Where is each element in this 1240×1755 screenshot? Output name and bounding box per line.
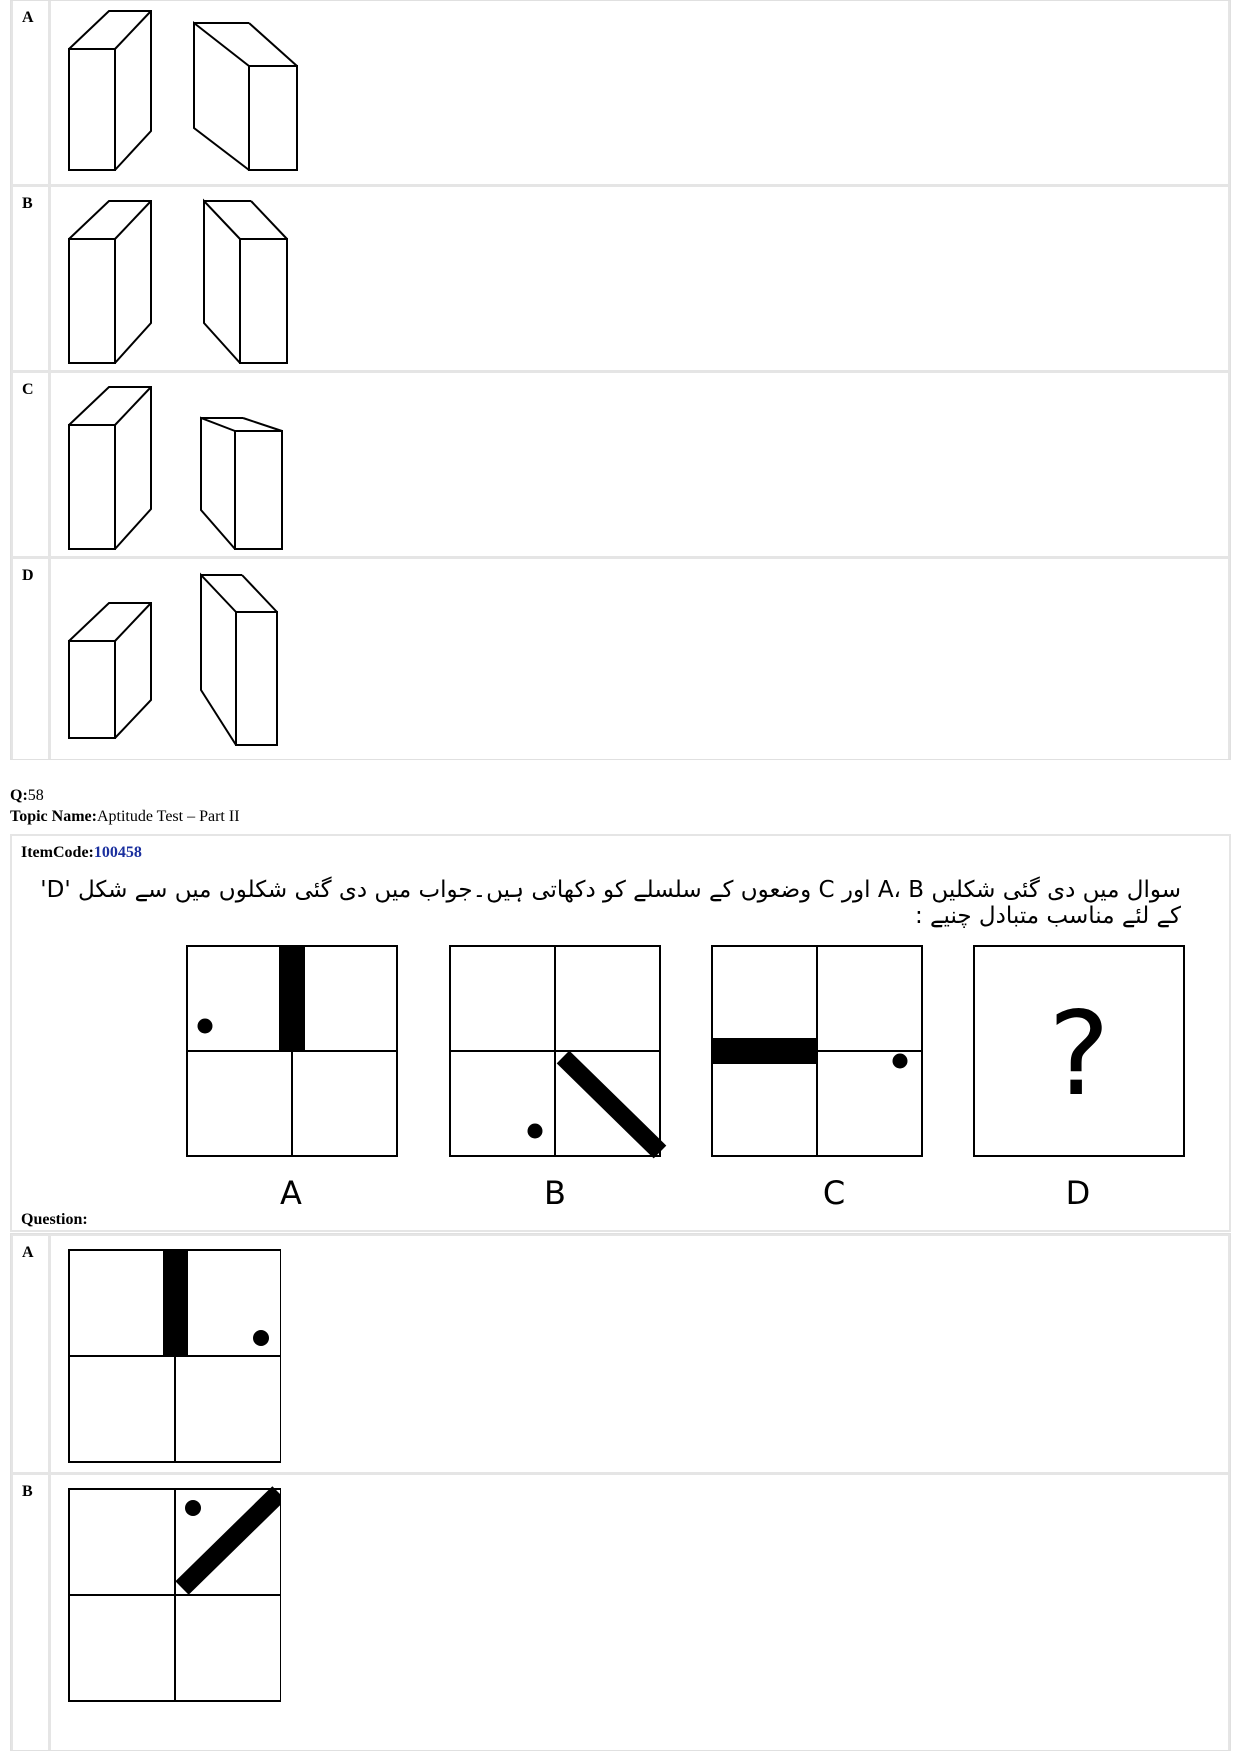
figure-c-bar <box>712 1038 817 1064</box>
option-letter: C <box>13 373 51 556</box>
option-row-c[interactable] <box>13 373 1228 556</box>
question-number-value: 58 <box>27 787 44 804</box>
figure-c-dot <box>893 1054 908 1069</box>
figure-b-dot <box>528 1124 543 1139</box>
figure-label-c: C <box>822 1174 846 1212</box>
figure-label-b: B <box>544 1174 566 1212</box>
item-code-label: ItemCode: <box>21 844 94 861</box>
figure-label-d: D <box>1065 1174 1091 1212</box>
answer-option-b[interactable] <box>13 1475 1228 1750</box>
question-figure-series <box>12 836 1229 1230</box>
option-row-d[interactable] <box>13 559 1228 759</box>
option-letter: B <box>13 187 51 370</box>
answer-option-a[interactable] <box>13 1236 1228 1472</box>
question-label: Question: <box>21 1211 88 1228</box>
topic-name-label: Topic Name: <box>10 808 97 825</box>
question-box <box>10 834 1231 1232</box>
question-number-label: Q: <box>10 787 28 804</box>
option-figure <box>51 373 351 556</box>
figure-b-bar <box>563 1057 660 1152</box>
item-code-value: 100458 <box>93 844 142 861</box>
option-letter: D <box>13 559 51 759</box>
topic-name-value: Aptitude Test – Part II <box>96 808 240 825</box>
figure-d-question-mark: ? <box>1048 987 1110 1122</box>
question-prompt: سوال میں دی گئی شکلیں A، B اور C وضعوں کے سلسلے کو دکھاتی ہیں۔جواب میں دی گئی شکلوں میں سے شکل 'D' کے لئے مناسب متبادل چنیے : <box>40 877 1181 929</box>
option-letter: A <box>13 1 51 184</box>
option-figure <box>51 1 351 184</box>
option-letter: B <box>13 1475 51 1750</box>
option-letter: A <box>13 1236 51 1472</box>
option-row-b[interactable] <box>13 187 1228 370</box>
answer-options-table <box>10 1233 1231 1751</box>
topic-name <box>10 808 240 826</box>
option-figure <box>51 559 351 759</box>
question-number <box>10 787 44 805</box>
option-figure <box>51 187 351 370</box>
option-row-a[interactable] <box>13 1 1228 184</box>
figure-label-a: A <box>280 1174 302 1212</box>
option-figure <box>51 1475 281 1750</box>
option-figure <box>51 1236 281 1472</box>
previous-options-table <box>10 0 1231 760</box>
figure-a-bar <box>279 946 305 1051</box>
figure-a-dot <box>198 1019 213 1034</box>
